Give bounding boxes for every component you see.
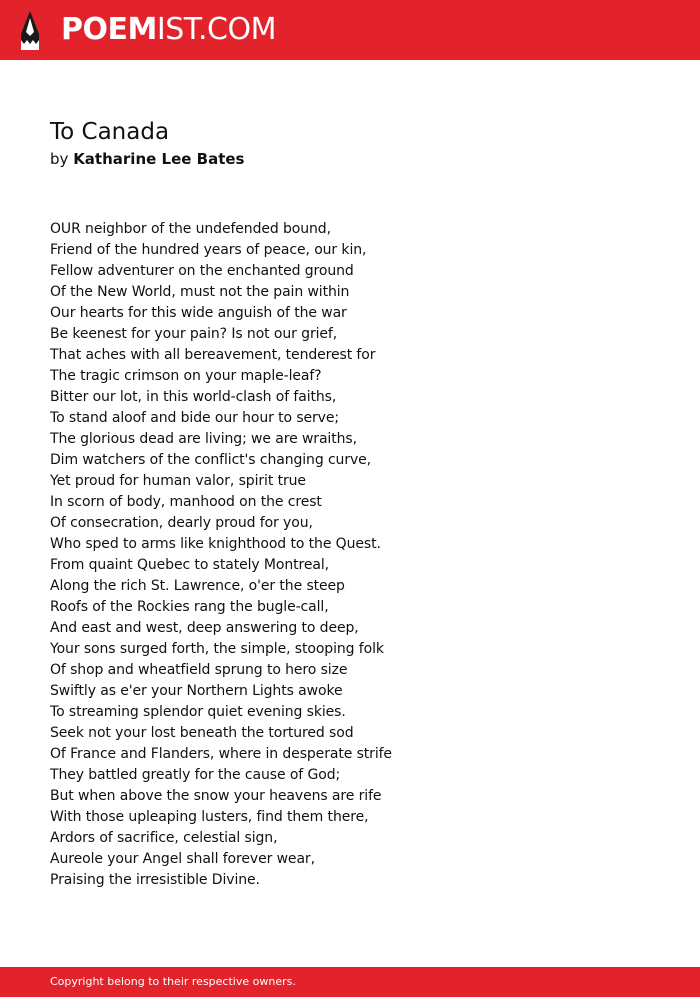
poem-body xyxy=(50,219,392,891)
poem-line: But when above the snow your heavens are rife xyxy=(50,788,382,804)
poem-line: Dim watchers of the conflict's changing curve, xyxy=(50,452,372,468)
poem-line: Be keenest for your pain? Is not our grief, xyxy=(50,326,338,342)
poem-line: With those upleaping lusters, find them there, xyxy=(50,809,369,825)
poem-line: Your sons surged forth, the simple, stooping folk xyxy=(50,641,384,657)
poem-line: Aureole your Angel shall forever wear, xyxy=(50,851,315,867)
poem-author: Katharine Lee Bates xyxy=(73,150,245,168)
poem-line: Roofs of the Rockies rang the bugle-call, xyxy=(50,599,329,615)
poem-line: Swiftly as e'er your Northern Lights awoke xyxy=(50,683,343,699)
site-header xyxy=(0,0,700,60)
site-logo[interactable] xyxy=(61,12,276,48)
logo-bold-text: POEM xyxy=(61,12,157,47)
copyright-text: Copyright belong to their respective owners. xyxy=(50,975,296,988)
poem-line: And east and west, deep answering to deep, xyxy=(50,620,359,636)
poem-line: Of consecration, dearly proud for you, xyxy=(50,515,313,531)
logo-light-text: IST.COM xyxy=(156,12,276,47)
poem-line: From quaint Quebec to stately Montreal, xyxy=(50,557,330,573)
poem-title: To Canada xyxy=(50,119,170,145)
poem-line: Of shop and wheatfield sprung to hero size xyxy=(50,662,348,678)
poem-line: Of the New World, must not the pain within xyxy=(50,284,350,300)
poem-line: Our hearts for this wide anguish of the war xyxy=(50,305,347,321)
poem-line: Along the rich St. Lawrence, o'er the steep xyxy=(50,578,345,594)
poem-line: That aches with all bereavement, tenderest for xyxy=(50,347,376,363)
site-footer xyxy=(0,967,700,997)
poem-line: Of France and Flanders, where in desperate strife xyxy=(50,746,392,762)
poem-line: Bitter our lot, in this world-clash of faiths, xyxy=(50,389,337,405)
pen-nib-icon xyxy=(18,10,42,52)
poem-line: The glorious dead are living; we are wraiths, xyxy=(50,431,357,447)
poem-line: They battled greatly for the cause of God; xyxy=(50,767,341,783)
poem-line: OUR neighbor of the undefended bound, xyxy=(50,221,331,237)
poem-byline xyxy=(50,148,244,170)
poem-line: Seek not your lost beneath the tortured sod xyxy=(50,725,354,741)
poem-line: Ardors of sacrifice, celestial sign, xyxy=(50,830,278,846)
poem-line: To stand aloof and bide our hour to serve; xyxy=(50,410,340,426)
poem-line: The tragic crimson on your maple-leaf? xyxy=(50,368,322,384)
by-label: by xyxy=(50,150,69,168)
poem-line: Praising the irresistible Divine. xyxy=(50,872,260,888)
poem-line: Yet proud for human valor, spirit true xyxy=(50,473,306,489)
poem-line: Friend of the hundred years of peace, our kin, xyxy=(50,242,367,258)
poem-line: Fellow adventurer on the enchanted ground xyxy=(50,263,354,279)
poem-line: To streaming splendor quiet evening skies. xyxy=(50,704,346,720)
poem-line: Who sped to arms like knighthood to the Quest. xyxy=(50,536,381,552)
poem-line: In scorn of body, manhood on the crest xyxy=(50,494,322,510)
